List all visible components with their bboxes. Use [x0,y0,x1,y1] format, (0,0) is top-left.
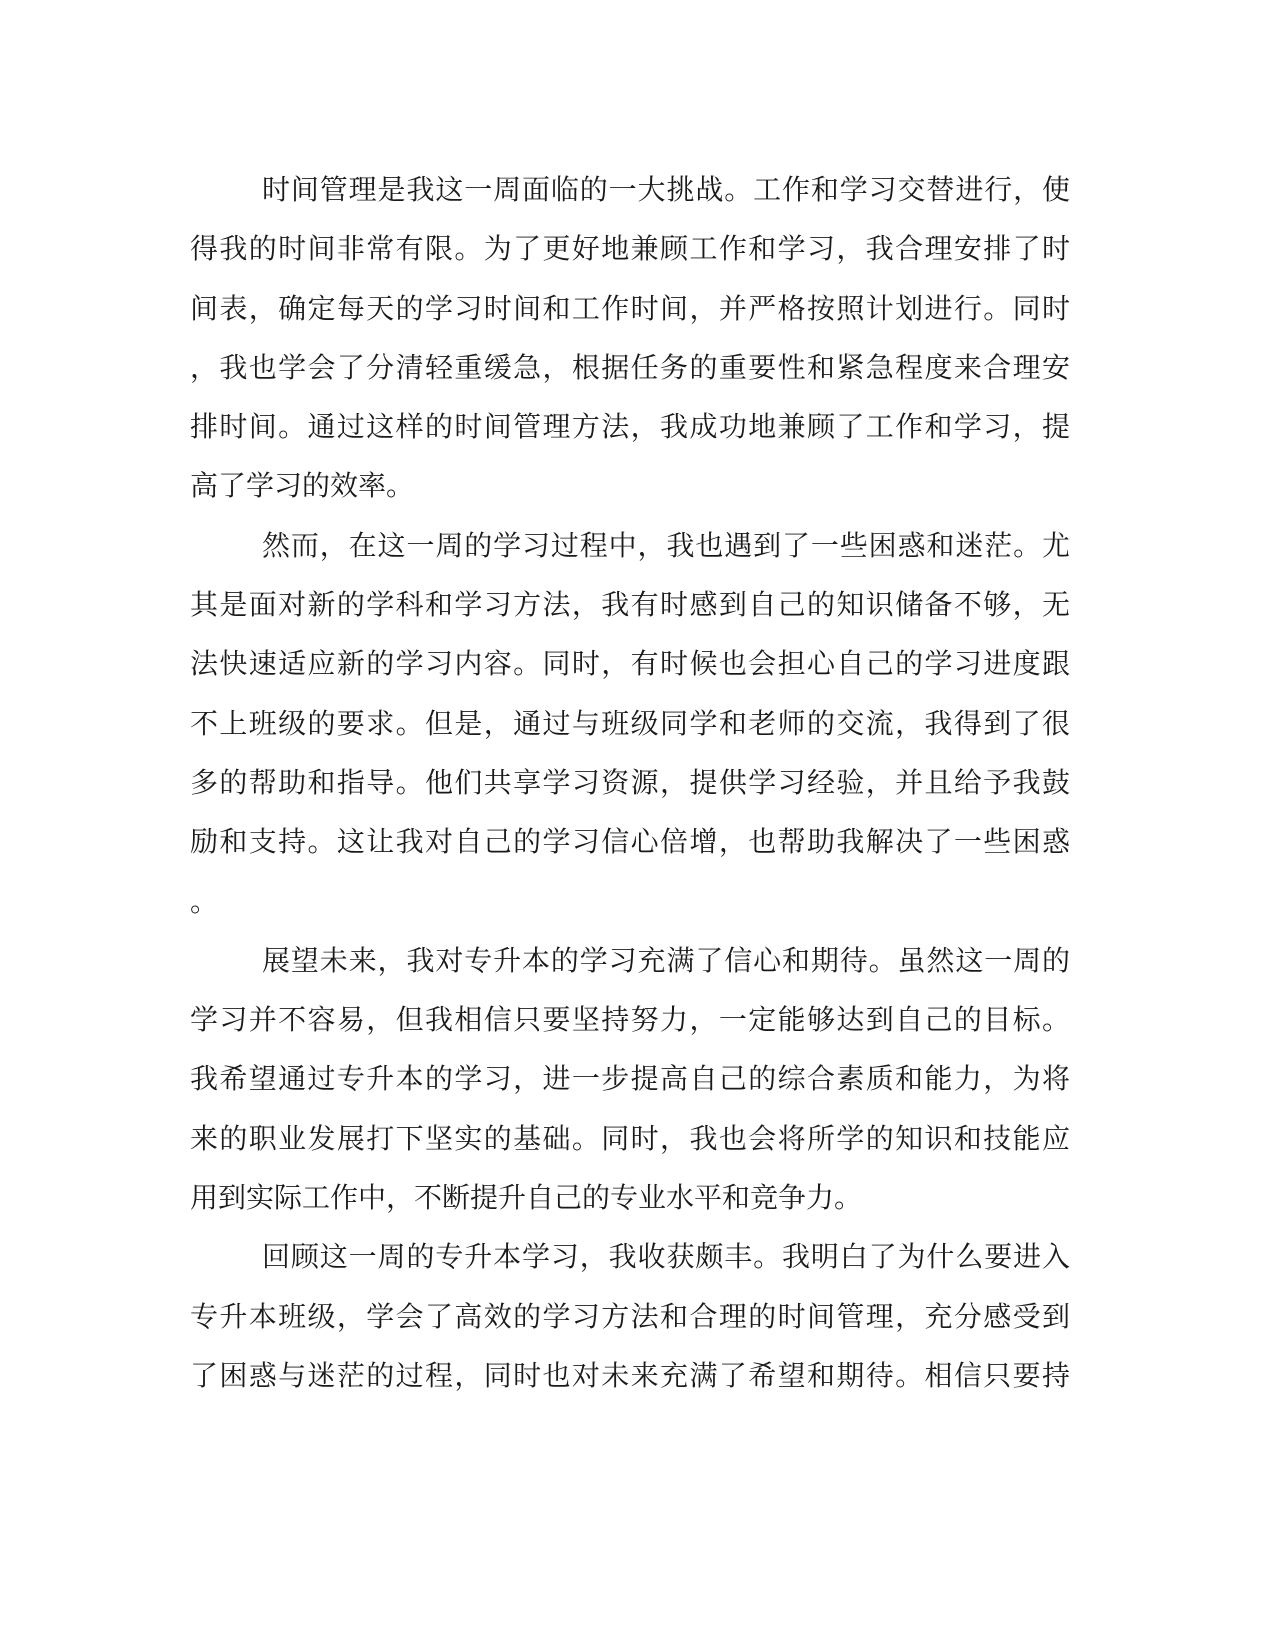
text-line: 排时间。通过这样的时间管理方法，我成功地兼顾了工作和学习，提 [190,410,1070,444]
text-line: 时间管理是我这一周面临的一大挑战。工作和学习交替进行，使 [262,173,1070,206]
text-line: 然而，在这一周的学习过程中，我也遇到了一些困惑和迷茫。尤 [262,528,1070,562]
text-line: 多的帮助和指导。他们共享学习资源，提供学习经验，并且给予我鼓 [190,765,1070,799]
text-line: 其是面对新的学科和学习方法，我有时感到自己的知识储备不够，无 [190,588,1070,622]
text-line: 展望未来，我对专升本的学习充满了信心和期待。虽然这一周的 [262,943,1070,977]
text-line: 得我的时间非常有限。为了更好地兼顾工作和学习，我合理安排了时 [190,232,1070,266]
text-line: 用到实际工作中，不断提升自己的专业水平和竞争力。 [190,1181,863,1215]
text-line: 。 [190,884,219,918]
text-line: 了困惑与迷茫的过程，同时也对未来充满了希望和期待。相信只要持 [190,1358,1070,1392]
text-line: ，我也学会了分清轻重缓急，根据任务的重要性和紧急程度来合理安 [190,350,1070,384]
text-line: 回顾这一周的专升本学习，我收获颇丰。我明白了为什么要进入 [262,1240,1070,1274]
text-line: 专升本班级，学会了高效的学习方法和合理的时间管理，充分感受到 [190,1299,1070,1333]
text-line: 高了学习的效率。 [190,469,415,503]
text-line: 不上班级的要求。但是，通过与班级同学和老师的交流，我得到了很 [190,706,1070,740]
text-line: 法快速适应新的学习内容。同时，有时候也会担心自己的学习进度跟 [190,647,1070,681]
text-line: 励和支持。这让我对自己的学习信心倍增，也帮助我解决了一些困惑 [190,825,1070,859]
document-body [190,160,1070,1405]
text-line: 间表，确定每天的学习时间和工作时间，并严格按照计划进行。同时 [190,291,1070,325]
text-line: 来的职业发展打下坚实的基础。同时，我也会将所学的知识和技能应 [190,1121,1070,1155]
text-line: 我希望通过专升本的学习，进一步提高自己的综合素质和能力，为将 [190,1062,1070,1096]
text-line: 学习并不容易，但我相信只要坚持努力，一定能够达到自己的目标。 [190,1003,1070,1037]
